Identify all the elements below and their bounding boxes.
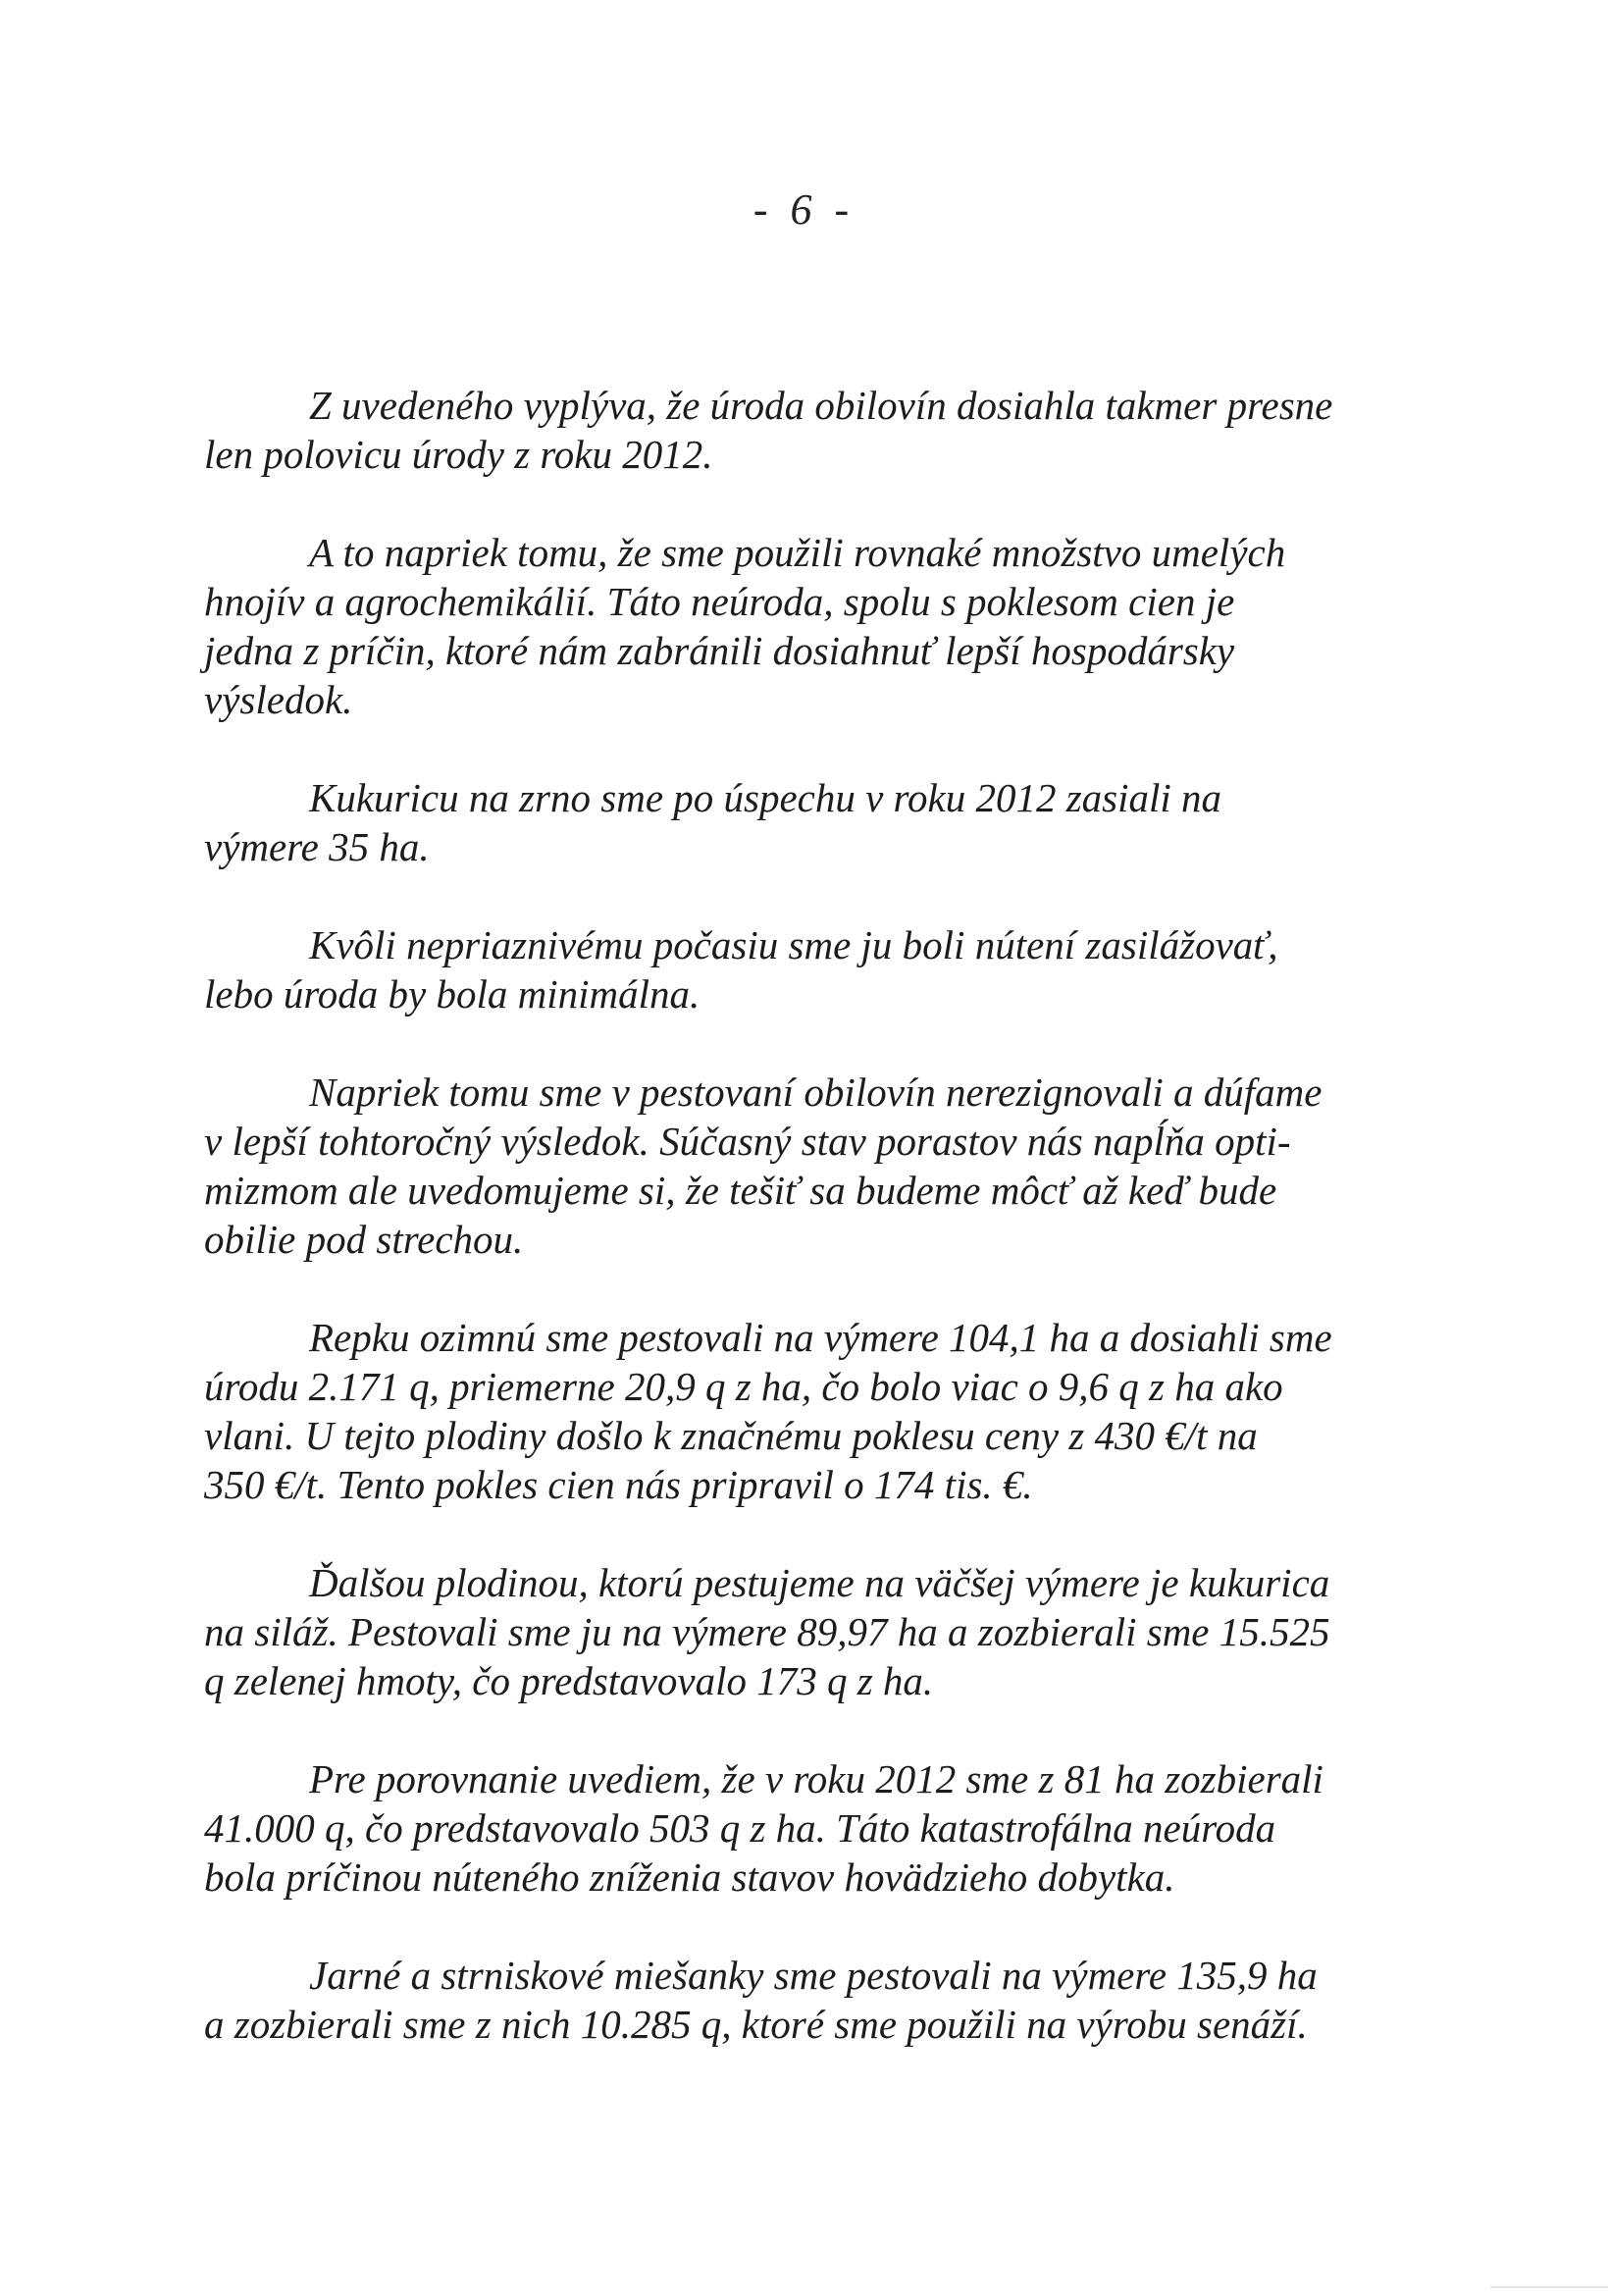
text-line: výsledok. [204,677,353,722]
text-line: A to napriek tomu, že sme použili rovnaké množstvo umelých [309,530,1286,575]
page-number: - 6 - [752,185,856,234]
text-line: obilie pod strechou. [204,1217,524,1262]
paragraph [204,1313,1430,1509]
text-line: mizmom ale uvedomujeme si, že tešiť sa budeme môcť až keď bude [204,1168,1277,1213]
text-line: jedna z príčin, ktoré nám zabránili dosiahnuť lepší hospodársky [204,628,1235,673]
text-line: len polovicu úrody z roku 2012. [204,432,713,477]
text-line: Pre porovnanie uvediem, že v roku 2012 sme z 81 ha zozbierali [309,1756,1323,1801]
text-line: bola príčinou núteného zníženia stavov hovädzieho dobytka. [204,1854,1175,1900]
text-line: Kukuricu na zrno sme po úspechu v roku 2012 zasiali na [309,775,1222,820]
scan-edge-line [1490,2286,1608,2288]
text-line: Z uvedeného vyplýva, že úroda obilovín dosiahla takmer presne [309,383,1333,428]
text-line: výmere 35 ha. [204,824,430,869]
paragraph [204,1068,1430,1264]
text-line: Napriek tomu sme v pestovaní obilovín nerezignovali a dúfame [309,1070,1323,1115]
paragraph [204,381,1430,479]
text-line: 350 €/t. Tento pokles cien nás pripravil o 174 tis. €. [204,1462,1033,1507]
text-line: na siláž. Pestovali sme ju na výmere 89,97 ha a zozbierali sme 15.525 [204,1609,1330,1654]
text-line: úrodu 2.171 q, priemerne 20,9 q z ha, čo bolo viac o 9,6 q z ha ako [204,1364,1283,1409]
document-body [204,381,1430,2098]
text-line: Jarné a strniskové miešanky sme pestovali na výmere 135,9 ha [309,1953,1318,1998]
paragraph [204,1754,1430,1902]
text-line: lebo úroda by bola minimálna. [204,971,700,1017]
text-line: v lepší tohtoročný výsledok. Súčasný stav porastov nás napĺňa opti- [204,1119,1291,1164]
text-line: Repku ozimnú sme pestovali na výmere 104,1 ha a dosiahli sme [309,1315,1332,1360]
paragraph [204,528,1430,724]
text-line: q zelenej hmoty, čo predstavovalo 173 q z ha. [204,1658,934,1703]
text-line: Ďalšou plodinou, ktorú pestujeme na väčšej výmere je kukurica [309,1560,1330,1605]
paragraph [204,920,1430,1018]
text-line: vlani. U tejto plodiny došlo k značnému poklesu ceny z 430 €/t na [204,1413,1258,1458]
paragraph [204,1951,1430,2049]
text-line: a zozbierali sme z nich 10.285 q, ktoré sme použili na výrobu senáží. [204,2002,1308,2047]
text-line: 41.000 q, čo predstavovalo 503 q z ha. Táto katastrofálna neúroda [204,1805,1276,1851]
paragraph [204,773,1430,871]
text-line: hnojív a agrochemikálií. Táto neúroda, spolu s poklesom cien je [204,579,1235,624]
text-line: Kvôli nepriaznivému počasiu sme ju boli nútení zasilážovať, [309,922,1278,967]
paragraph [204,1558,1430,1705]
